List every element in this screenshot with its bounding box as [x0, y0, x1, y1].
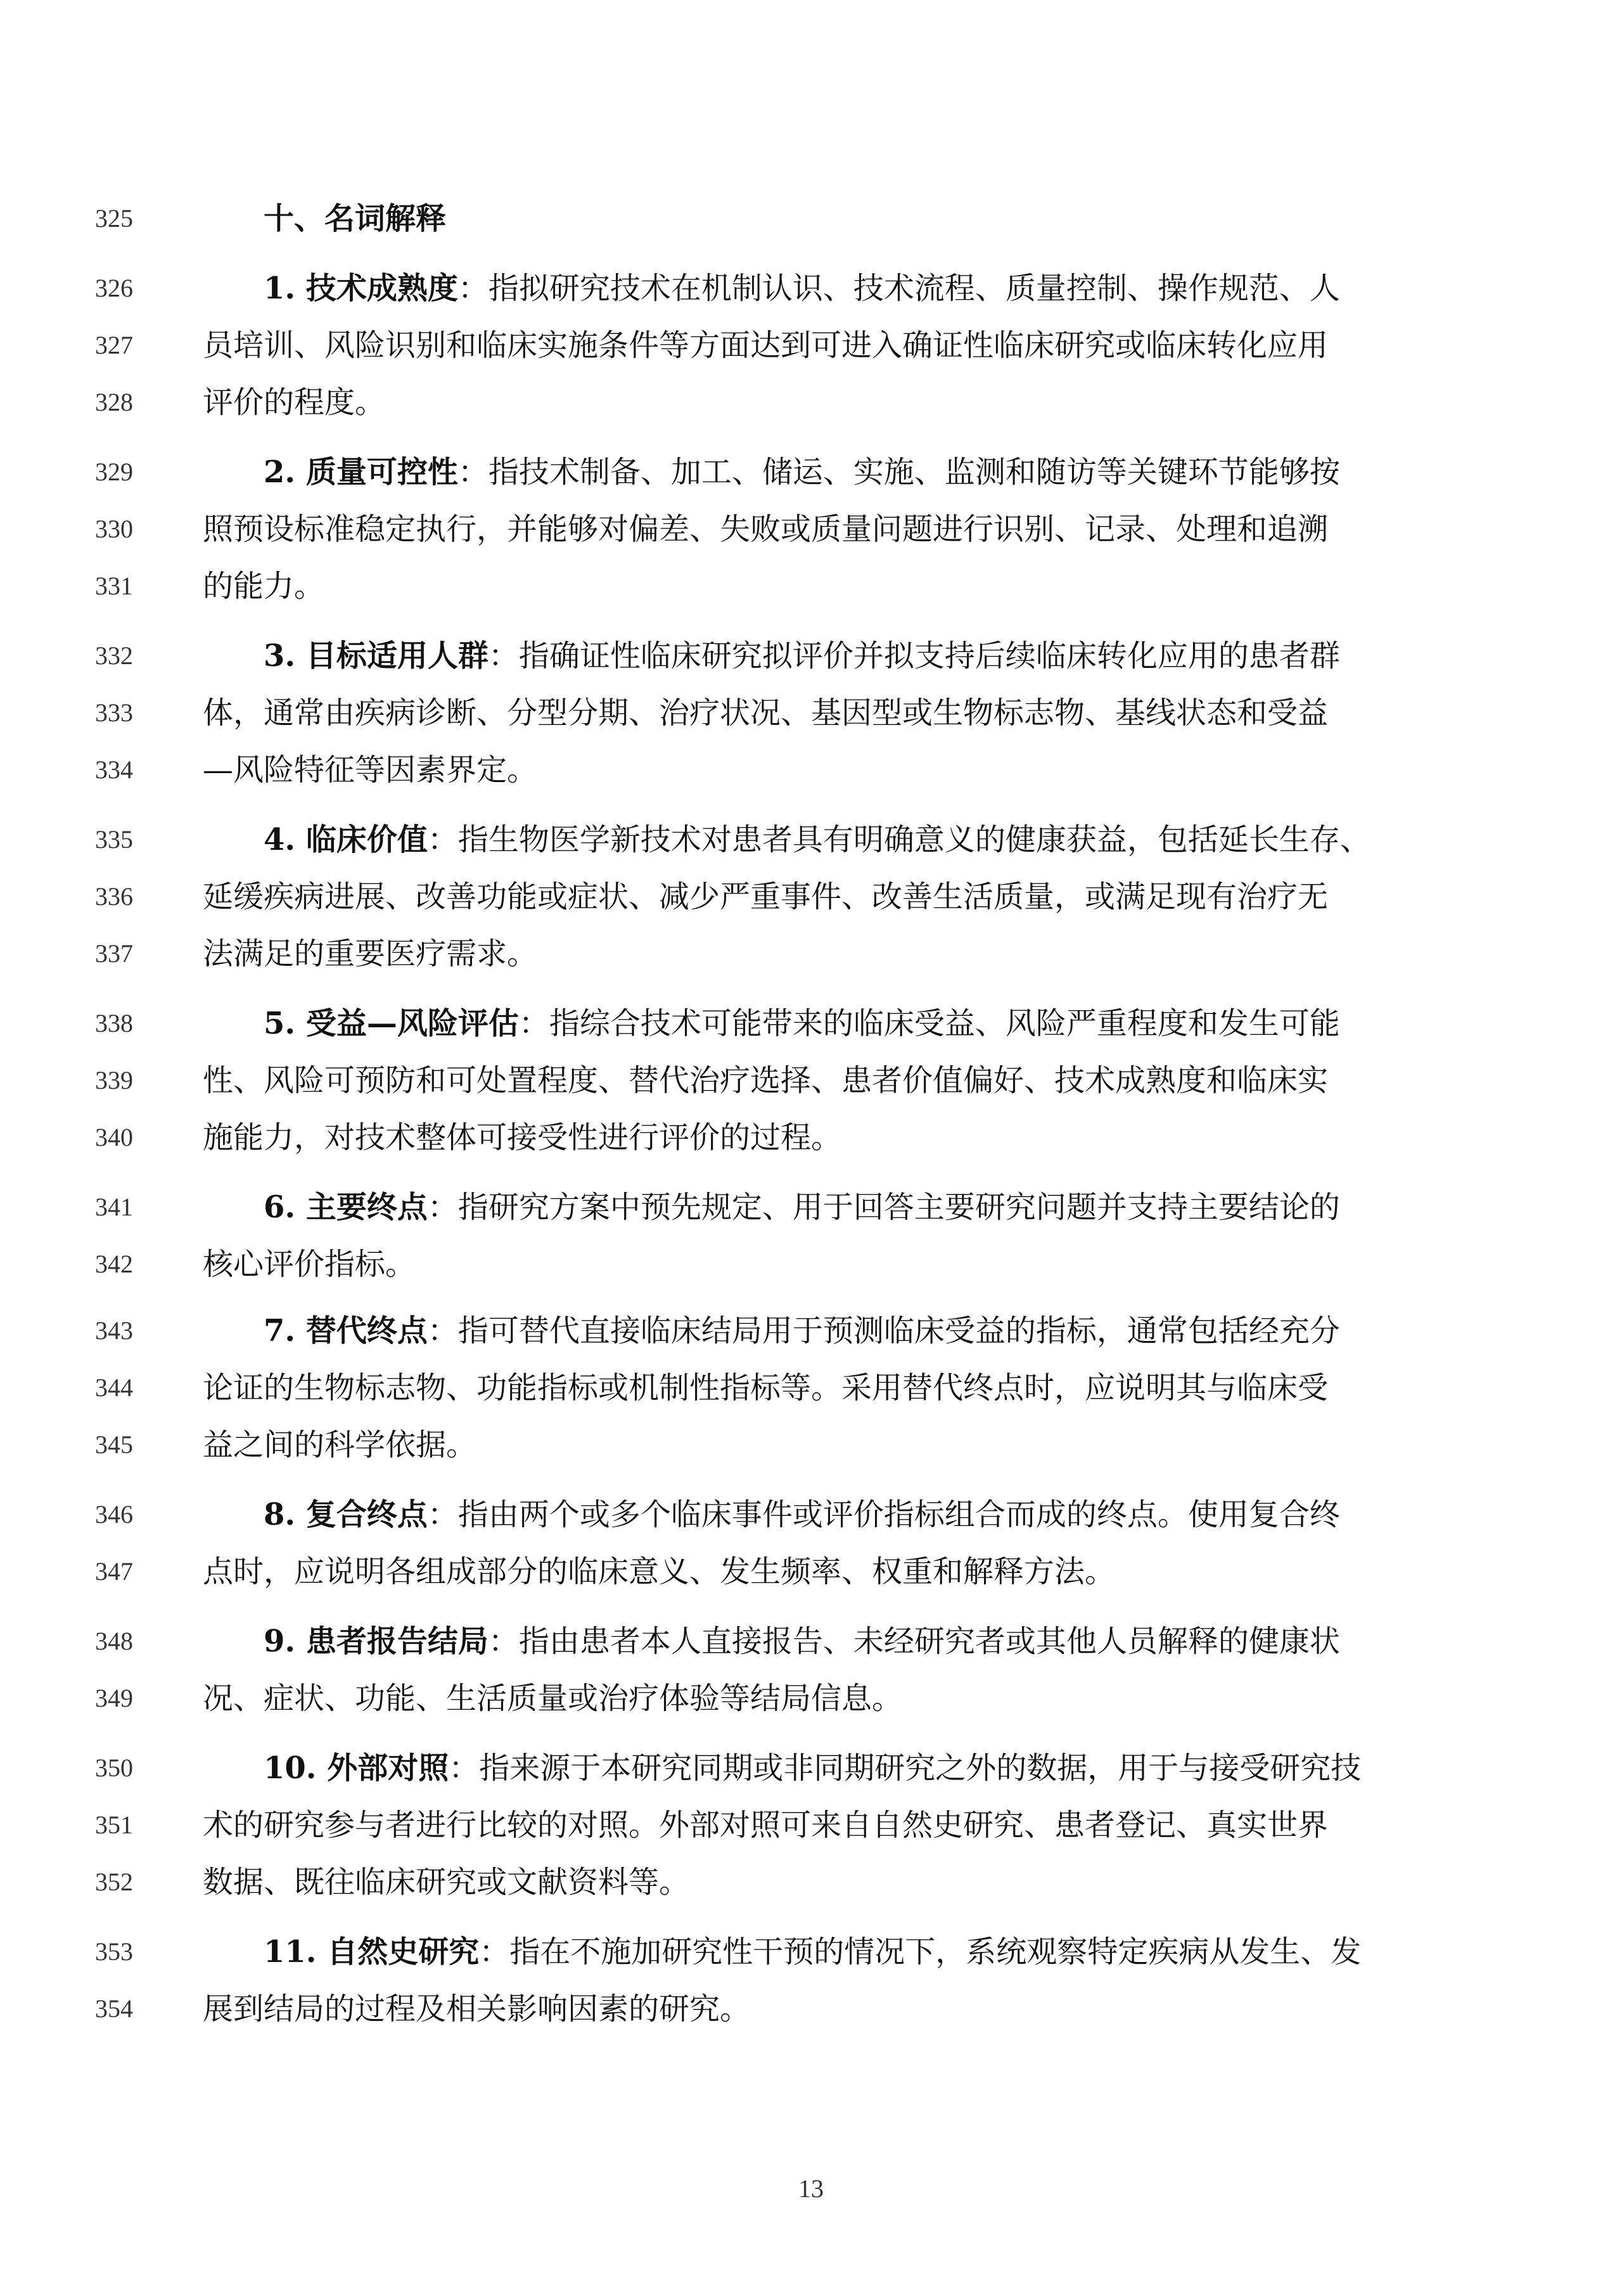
- document-line: [0, 444, 1622, 501]
- line-text: [264, 995, 1470, 1052]
- document-line: [0, 1613, 1622, 1670]
- line-number: 328: [95, 388, 133, 416]
- definition-text: ：指确证性临床研究拟评价并拟支持后续临床转化应用的患者群: [488, 638, 1340, 674]
- document-line: [0, 1543, 1622, 1600]
- document-line: [0, 1302, 1622, 1359]
- defined-term: 7. 替代终点: [264, 1313, 428, 1349]
- section-heading: [264, 190, 1470, 247]
- document-line: [0, 868, 1622, 925]
- definition-text: 点时，应说明各组成部分的临床意义、发生频率、权重和解释方法。: [203, 1554, 1116, 1589]
- defined-term: 6. 主要终点: [264, 1190, 428, 1225]
- document-line: [0, 1854, 1622, 1911]
- definition-text: 性、风险可预防和可处置程度、替代治疗选择、患者价值偏好、技术成熟度和临床实: [203, 1063, 1329, 1098]
- document-line: [0, 627, 1622, 684]
- line-text: [203, 1543, 1470, 1600]
- line-number: 345: [95, 1430, 133, 1459]
- line-number: 335: [95, 825, 133, 854]
- defined-term: 1. 技术成熟度: [264, 271, 458, 306]
- line-text: [264, 1179, 1470, 1236]
- definition-text: 延缓疾病进展、改善功能或症状、减少严重事件、改善生活质量，或满足现有治疗无: [203, 879, 1329, 914]
- definition-text: 展到结局的过程及相关影响因素的研究。: [203, 1991, 751, 2027]
- definition-text: ：指研究方案中预先规定、用于回答主要研究问题并支持主要结论的: [427, 1190, 1340, 1225]
- document-line: [0, 1052, 1622, 1109]
- document-line: [0, 1359, 1622, 1416]
- line-text: [203, 558, 1470, 615]
- document-line: [0, 811, 1622, 868]
- line-text: [203, 1359, 1470, 1416]
- document-line: [0, 1486, 1622, 1543]
- defined-term: 4. 临床价值: [264, 822, 428, 857]
- line-text: [203, 1416, 1470, 1473]
- definition-text: 照预设标准稳定执行，并能够对偏差、失败或质量问题进行识别、记录、处理和追溯: [203, 511, 1329, 547]
- line-text: [264, 260, 1470, 317]
- line-text: [203, 1109, 1470, 1166]
- line-number: 336: [95, 882, 133, 911]
- line-number: 349: [95, 1684, 133, 1712]
- line-text: [203, 741, 1470, 798]
- line-text: [203, 374, 1470, 431]
- line-number: 331: [95, 572, 133, 600]
- document-line: [0, 1670, 1622, 1727]
- line-number: 325: [95, 204, 133, 233]
- line-text: [203, 1670, 1470, 1727]
- line-text: [264, 627, 1470, 684]
- document-line: [0, 1740, 1622, 1797]
- line-number: 333: [95, 698, 133, 727]
- definition-text: 员培训、风险识别和临床实施条件等方面达到可进入确证性临床研究或临床转化应用: [203, 328, 1329, 363]
- document-line: [0, 995, 1622, 1052]
- definition-text: 法满足的重要医疗需求。: [203, 936, 538, 972]
- definition-text: —风险特征等因素界定。: [203, 752, 538, 788]
- line-text: [203, 1980, 1470, 2037]
- definition-text: 体，通常由疾病诊断、分型分期、治疗状况、基因型或生物标志物、基线状态和受益: [203, 695, 1329, 731]
- line-number: 334: [95, 755, 133, 784]
- line-number: 348: [95, 1627, 133, 1655]
- line-number: 346: [95, 1500, 133, 1529]
- line-text: [264, 1923, 1470, 1980]
- line-text: [264, 444, 1470, 501]
- document-line: [0, 741, 1622, 798]
- definition-text: 术的研究参与者进行比较的对照。外部对照可来自自然史研究、患者登记、真实世界: [203, 1807, 1329, 1843]
- line-text: [264, 1302, 1470, 1359]
- definition-text: ：指技术制备、加工、储运、实施、监测和随访等关键环节能够按: [457, 454, 1340, 490]
- document-line: [0, 1236, 1622, 1293]
- document-line: [0, 684, 1622, 741]
- line-number: 350: [95, 1754, 133, 1782]
- line-number: 352: [95, 1868, 133, 1896]
- line-text: [264, 1740, 1470, 1797]
- defined-term: 11. 自然史研究: [264, 1934, 480, 1970]
- line-text: [203, 1236, 1470, 1293]
- line-text: [264, 811, 1470, 868]
- line-number: 351: [95, 1811, 133, 1839]
- line-text: [203, 925, 1470, 982]
- page-number: 13: [798, 2174, 824, 2203]
- definition-text: ：指拟研究技术在机制认识、技术流程、质量控制、操作规范、人: [457, 271, 1340, 306]
- document-line: [0, 317, 1622, 374]
- document-line: [0, 190, 1622, 247]
- definition-text: 十、名词解释: [264, 201, 447, 236]
- definition-text: 论证的生物标志物、功能指标或机制性指标等。采用替代终点时，应说明其与临床受: [203, 1370, 1329, 1406]
- definition-text: ：指综合技术可能带来的临床受益、风险严重程度和发生可能: [518, 1006, 1340, 1041]
- document-line: [0, 925, 1622, 982]
- line-text: [203, 1797, 1470, 1854]
- line-text: [203, 1052, 1470, 1109]
- definition-text: ：指生物医学新技术对患者具有明确意义的健康获益，包括延长生存、: [427, 822, 1370, 857]
- line-number: 353: [95, 1937, 133, 1966]
- line-number: 337: [95, 939, 133, 968]
- definition-text: 益之间的科学依据。: [203, 1427, 477, 1463]
- definition-text: ：指来源于本研究同期或非同期研究之外的数据，用于与接受研究技: [449, 1750, 1362, 1786]
- document-line: [0, 1797, 1622, 1854]
- document-line: [0, 501, 1622, 558]
- line-number: 341: [95, 1193, 133, 1221]
- definition-text: ：指在不施加研究性干预的情况下，系统观察特定疾病从发生、发: [479, 1934, 1362, 1970]
- document-line: [0, 1923, 1622, 1980]
- definition-text: 数据、既往临床研究或文献资料等。: [203, 1864, 690, 1900]
- line-text: [203, 684, 1470, 741]
- document-line: [0, 558, 1622, 615]
- definition-text: 的能力。: [203, 568, 325, 604]
- document-line: [0, 1109, 1622, 1166]
- document-line: [0, 1980, 1622, 2037]
- document-line: [0, 260, 1622, 317]
- definition-text: 核心评价指标。: [203, 1247, 416, 1282]
- document-line: [0, 1179, 1622, 1236]
- defined-term: 10. 外部对照: [264, 1750, 449, 1786]
- line-text: [203, 501, 1470, 558]
- line-number: 332: [95, 641, 133, 670]
- line-text: [264, 1486, 1470, 1543]
- line-text: [264, 1613, 1470, 1670]
- definition-text: 况、症状、功能、生活质量或治疗体验等结局信息。: [203, 1681, 903, 1716]
- line-number: 330: [95, 515, 133, 543]
- defined-term: 8. 复合终点: [264, 1497, 428, 1532]
- definition-text: ：指由两个或多个临床事件或评价指标组合而成的终点。使用复合终: [427, 1497, 1340, 1532]
- line-number: 342: [95, 1250, 133, 1278]
- line-number: 338: [95, 1009, 133, 1037]
- line-text: [203, 317, 1470, 374]
- defined-term: 3. 目标适用人群: [264, 638, 489, 674]
- line-number: 343: [95, 1316, 133, 1345]
- line-number: 326: [95, 274, 133, 302]
- definition-text: 评价的程度。: [203, 385, 386, 420]
- line-number: 347: [95, 1557, 133, 1586]
- line-text: [203, 1854, 1470, 1911]
- defined-term: 9. 患者报告结局: [264, 1624, 489, 1659]
- line-number: 354: [95, 1994, 133, 2023]
- document-line: [0, 374, 1622, 431]
- definition-text: ：指可替代直接临床结局用于预测临床受益的指标，通常包括经充分: [427, 1313, 1340, 1349]
- line-number: 329: [95, 458, 133, 486]
- defined-term: 5. 受益—风险评估: [264, 1006, 519, 1041]
- line-number: 340: [95, 1123, 133, 1151]
- line-text: [203, 868, 1470, 925]
- line-number: 339: [95, 1066, 133, 1094]
- document-line: [0, 1416, 1622, 1473]
- line-number: 327: [95, 331, 133, 359]
- defined-term: 2. 质量可控性: [264, 454, 458, 490]
- definition-text: 施能力，对技术整体可接受性进行评价的过程。: [203, 1120, 842, 1155]
- line-number: 344: [95, 1373, 133, 1402]
- definition-text: ：指由患者本人直接报告、未经研究者或其他人员解释的健康状: [488, 1624, 1340, 1659]
